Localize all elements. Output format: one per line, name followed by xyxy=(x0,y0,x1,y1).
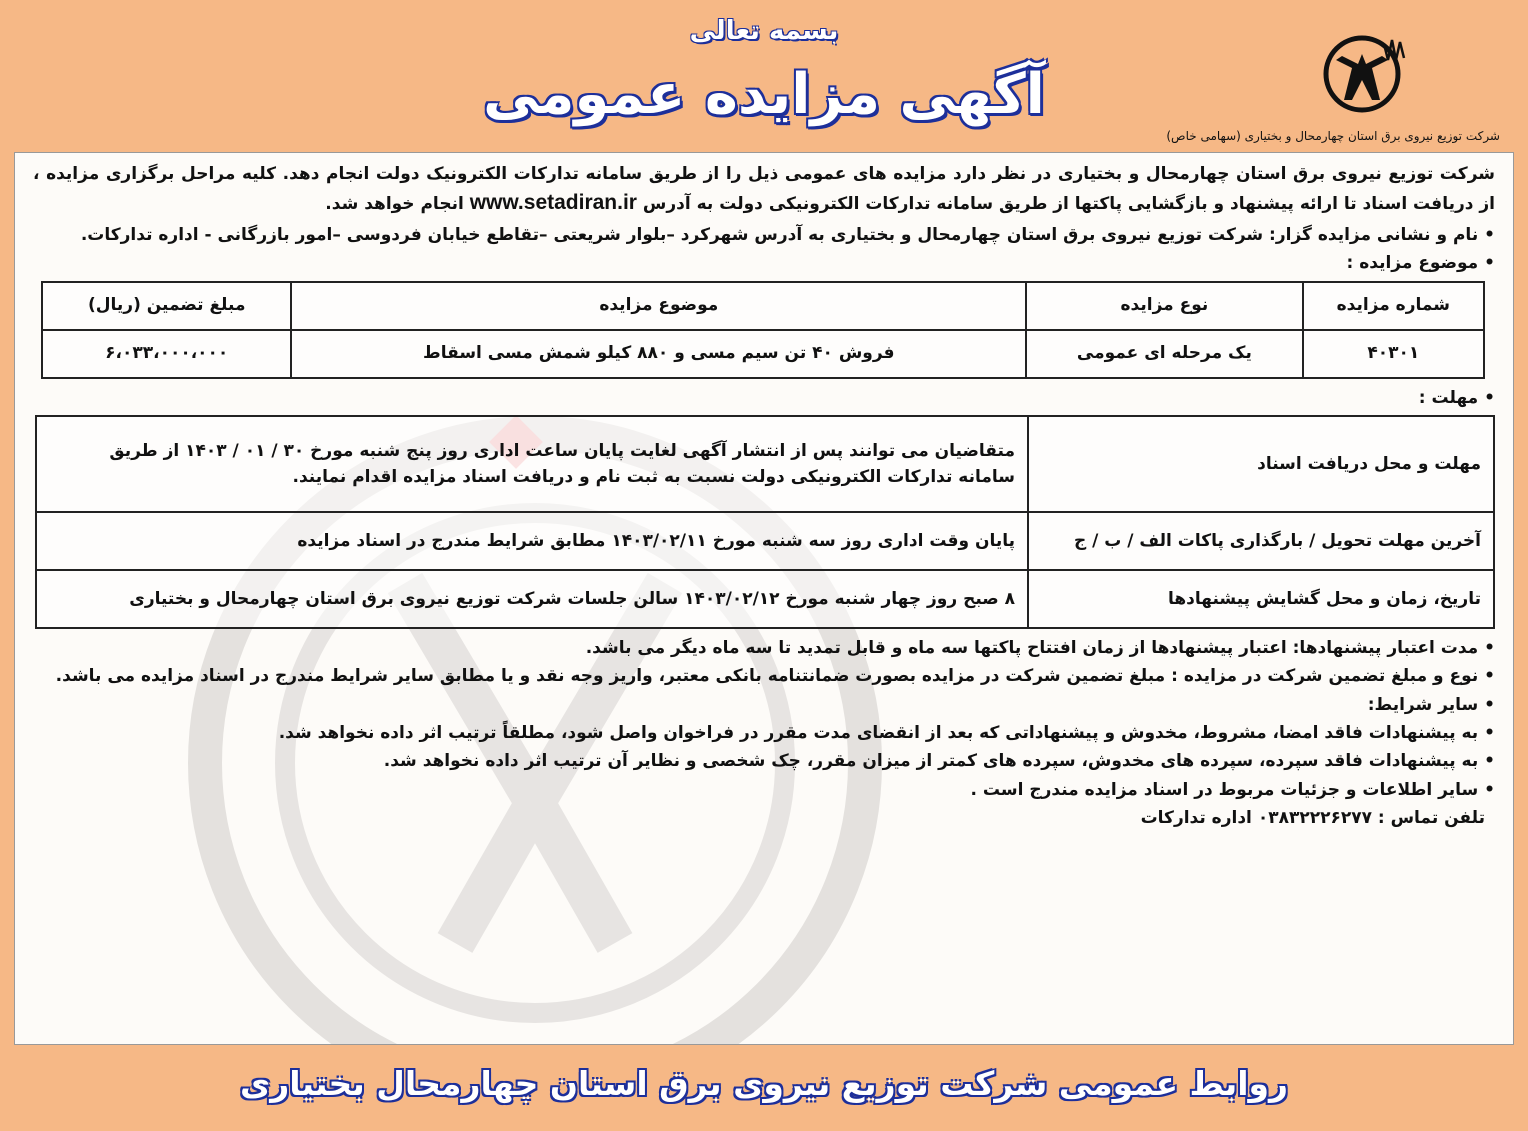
bismillah: بسمه تعالی xyxy=(689,16,839,46)
auction-type: یک مرحله ای عمومی xyxy=(1026,330,1302,378)
deadline-value: ۸ صبح روز چهار شنبه مورخ ۱۴۰۳/۰۲/۱۲ سالن جلسات شرکت توزیع نیروی برق استان چهارمحال و بختیاری xyxy=(36,570,1028,628)
intro-paragraph xyxy=(33,161,1495,220)
auctioneer-info: • نام و نشانی مزایده گزار: شرکت توزیع نیروی برق استان چهارمحال و بختیاری به آدرس شهرکرد –بلوار شریعتی –تقاطع خیابان فردوسی –امور بازرگانی - اداره تدارکات. xyxy=(33,222,1495,248)
col-guarantee-amount: مبلغ تضمین (ریال) xyxy=(42,282,291,330)
deadline-label: آخرین مهلت تحویل / بارگذاری پاکات الف / ب / ج xyxy=(1028,512,1494,570)
auction-table xyxy=(41,281,1485,379)
deadline-heading: • مهلت : xyxy=(33,385,1495,411)
condition-item: • به پیشنهادات فاقد امضا، مشروط، مخدوش و پیشنهاداتی که بعد از انقضای مدت مقرر در فراخوان واصل شود، مطلقاً ترتیب اثر داده نخواهد شد. xyxy=(33,720,1495,746)
setadiran-link[interactable]: www.setadiran.ir xyxy=(469,191,637,215)
col-auction-number: شماره مزایده xyxy=(1303,282,1484,330)
content-panel xyxy=(14,152,1514,1045)
deadline-value: پایان وقت اداری روز سه شنبه مورخ ۱۴۰۳/۰۲/۱۱ مطابق شرایط مندرج در اسناد مزایده xyxy=(36,512,1028,570)
intro-line-1: شرکت توزیع نیروی برق استان چهارمحال و بختیاری در نظر دارد مزایده های عمومی ذیل را از طریق سامانه تدارکات الکترونیک دولت انجام دهد. کلیه مراحل برگزاری مزایده xyxy=(46,164,1495,184)
validity-info: • مدت اعتبار پیشنهادها: اعتبار پیشنهادها از زمان افتتاح پاکتها سه ماه و قابل تمدید تا سه ماه دیگر می باشد. xyxy=(33,635,1495,661)
company-caption: شرکت توزیع نیروی برق استان چهارمحال و بختیاری (سهامی خاص) xyxy=(1166,129,1500,143)
page-title: آگهی مزایده عمومی xyxy=(483,62,1045,127)
deadline-label: مهلت و محل دریافت اسناد xyxy=(1028,416,1494,512)
col-auction-subject: موضوع مزایده xyxy=(291,282,1026,330)
auction-number: ۴۰۳۰۱ xyxy=(1303,330,1484,378)
table-row xyxy=(36,416,1494,512)
table-row xyxy=(36,570,1494,628)
guarantee-info: • نوع و مبلغ تضمین شرکت در مزایده : مبلغ تضمین شرکت در مزایده بصورت ضمانتنامه بانکی معتبر، واریز وجه نقد و یا مطابق سایر شرایط مندرج در اسناد مزایده می باشد. xyxy=(33,663,1495,689)
condition-item: • سایر اطلاعات و جزئیات مربوط در اسناد مزایده مندرج است . xyxy=(33,777,1495,803)
guarantee-amount: ۶،۰۳۳،۰۰۰،۰۰۰ xyxy=(42,330,291,378)
condition-item: • به پیشنهادات فاقد سپرده، سپرده های مخدوش، سپرده های کمتر از میزان مقرر، چک شخصی و نظایر آن ترتیب اثر داده نخواهد شد. xyxy=(33,748,1495,774)
deadline-label: تاریخ، زمان و محل گشایش پیشنهادها xyxy=(1028,570,1494,628)
header xyxy=(0,0,1528,152)
table-row xyxy=(42,330,1484,378)
subject-heading: • موضوع مزایده : xyxy=(33,250,1495,276)
footer-public-relations: روابط عمومی شرکت توزیع نیروی برق استان چهارمحال بختیاری xyxy=(239,1064,1289,1103)
other-conditions-heading: • سایر شرایط: xyxy=(33,692,1495,718)
col-auction-type: نوع مزایده xyxy=(1026,282,1302,330)
notice-body xyxy=(15,153,1513,831)
contact-phone: تلفن تماس : ۰۳۸۳۲۲۲۶۲۷۷ اداره تدارکات xyxy=(1140,807,1485,828)
deadline-value: متقاضیان می توانند پس از انتشار آگهی لغایت پایان ساعت اداری روز پنج شنبه مورخ ۳۰ / ۰۱ / ۱۴۰۳ از طریق سامانه تدارکات الکترونیکی دولت نسبت به ثبت نام و دریافت اسناد مزایده اقدام نمایند. xyxy=(36,416,1028,512)
auction-subject: فروش ۴۰ تن سیم مسی و ۸۸۰ کیلو شمش مسی اسقاط xyxy=(291,330,1026,378)
intro-line-2: ، از دریافت اسناد تا ارائه پیشنهاد و بازگشایی پاکتها از طریق سامانه تدارکات الکترونیکی دولت به آدرس xyxy=(33,164,1495,215)
table-row xyxy=(36,512,1494,570)
intro-line-2-end: انجام خواهد شد. xyxy=(325,194,464,215)
deadline-table xyxy=(35,415,1495,629)
table-header-row xyxy=(42,282,1484,330)
